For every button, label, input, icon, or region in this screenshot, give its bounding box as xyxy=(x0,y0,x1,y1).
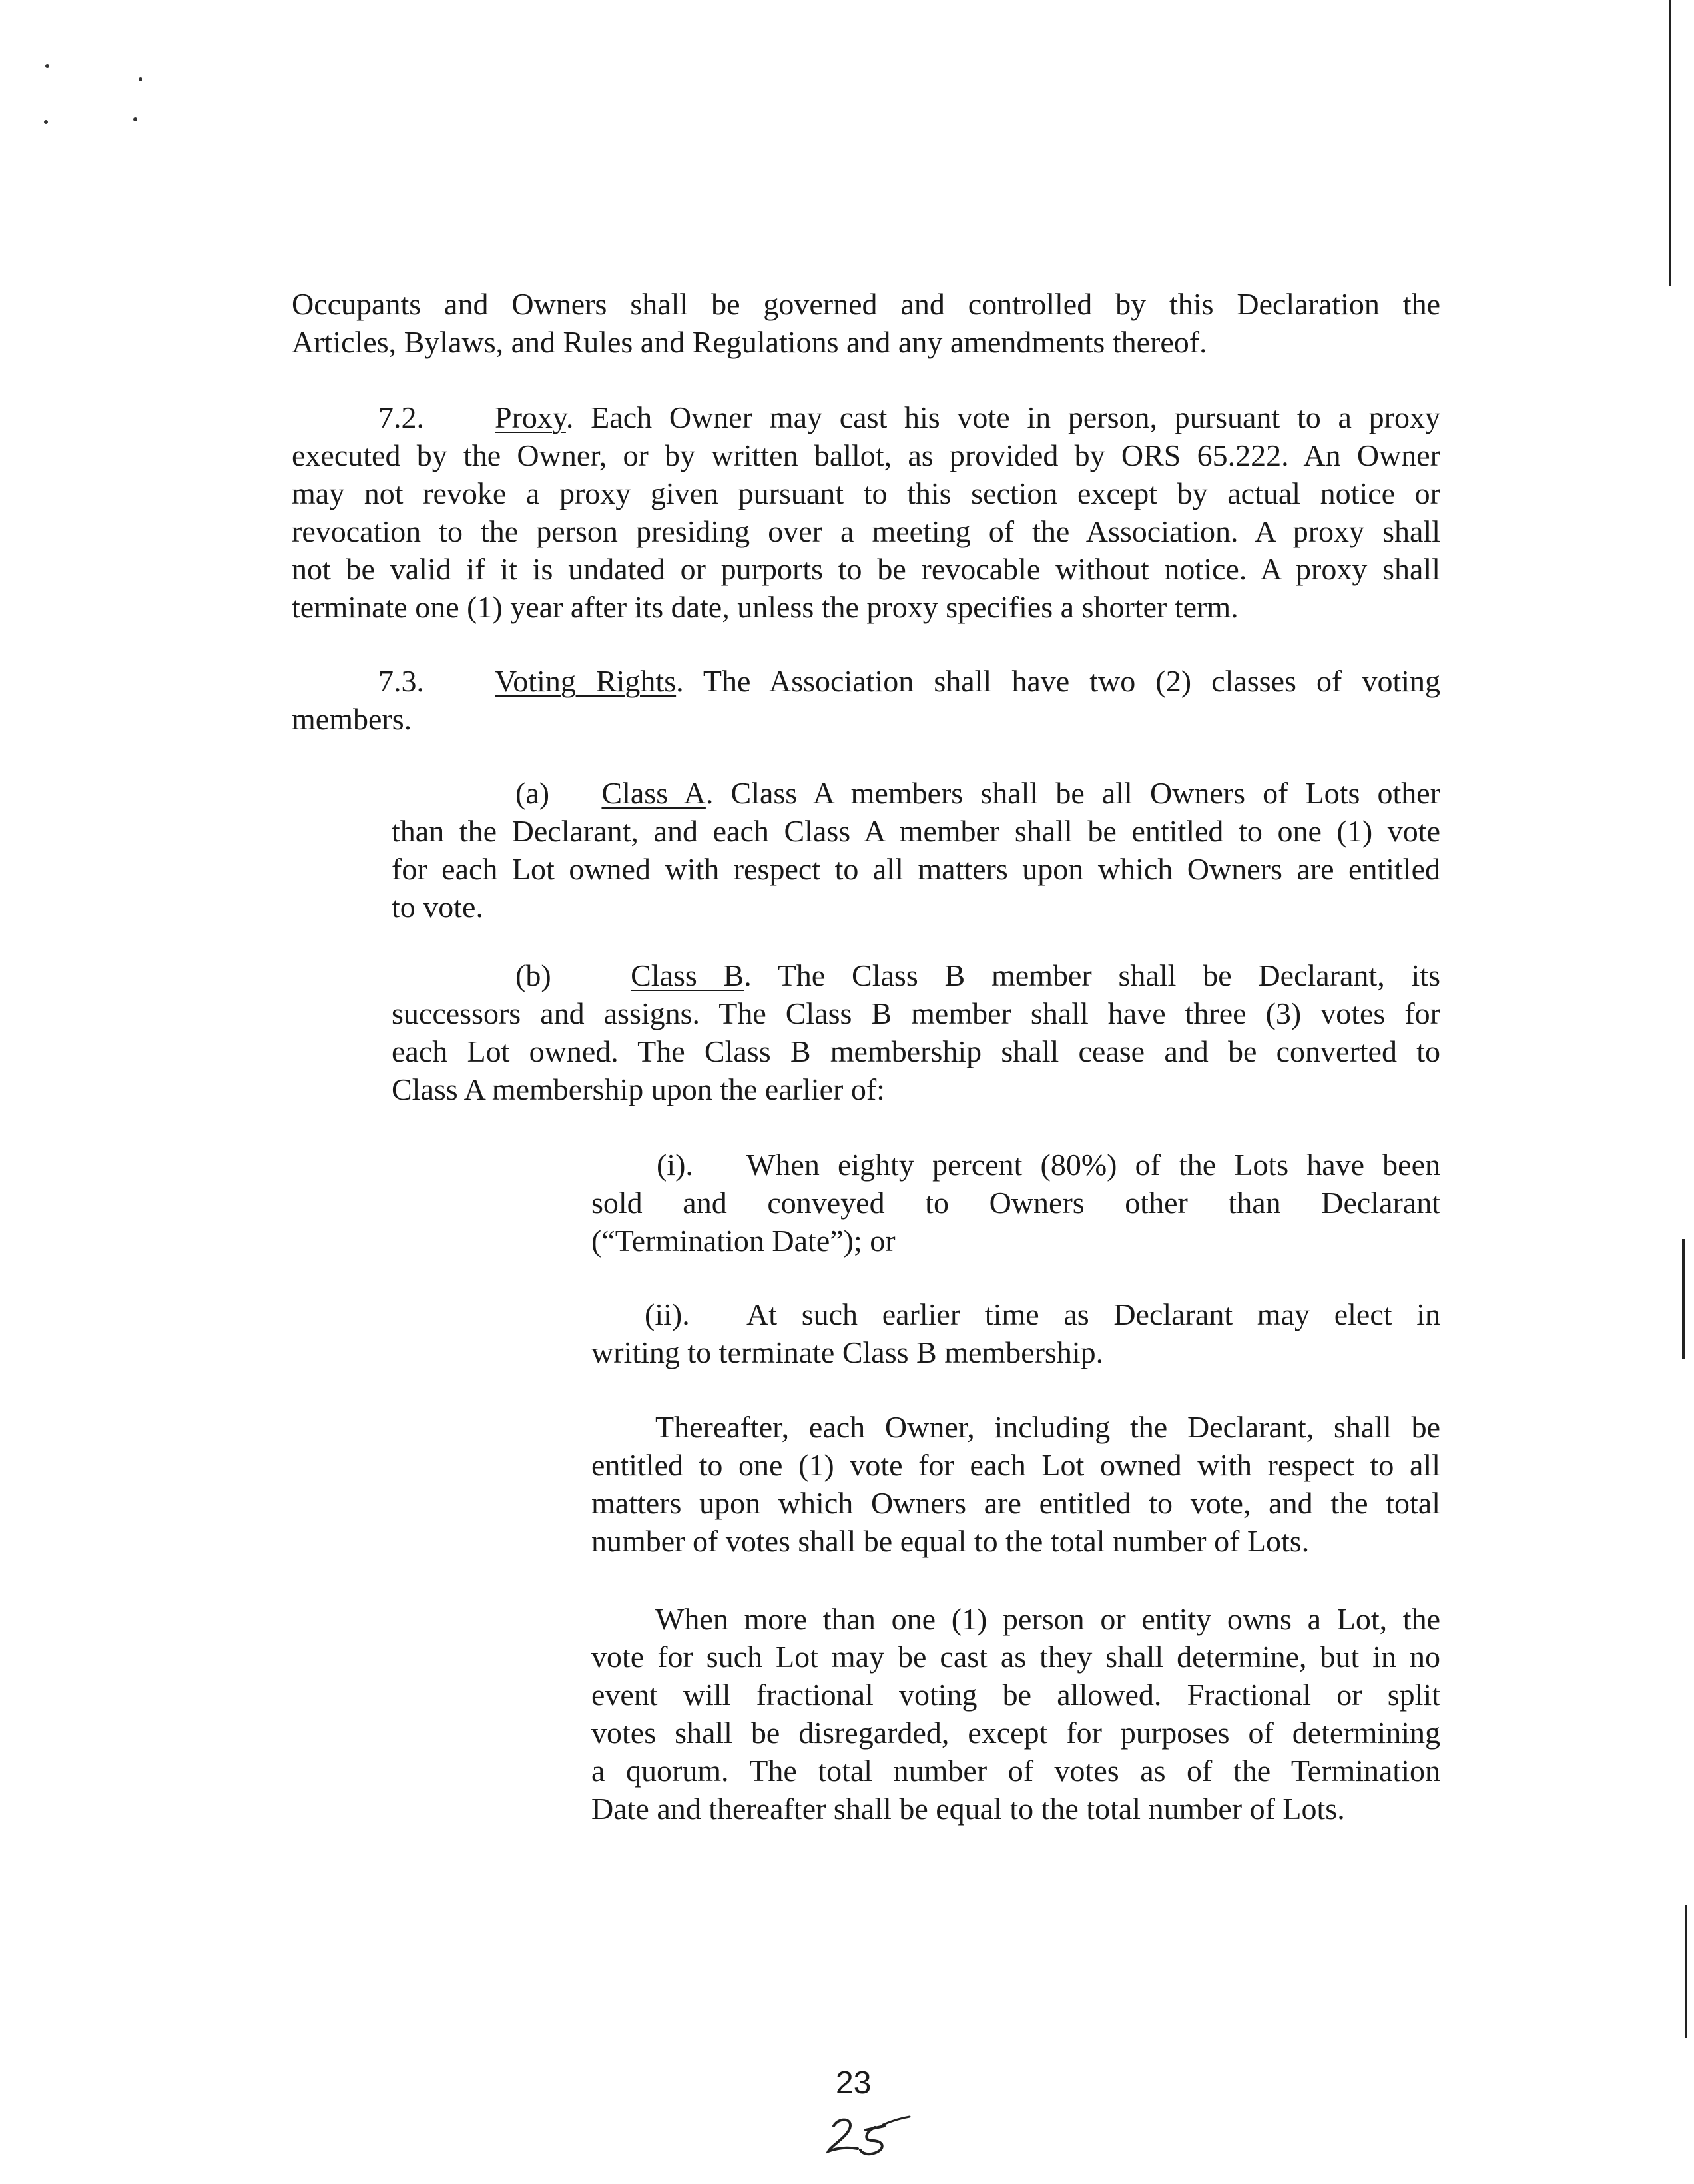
class-heading: Class A xyxy=(601,776,706,810)
text-line: successors and assigns. The Class B member shall have three (3) votes for xyxy=(392,996,1440,1030)
text-line: to vote. xyxy=(392,890,483,924)
class-label: (b) xyxy=(515,958,551,992)
section-first-line xyxy=(292,398,1440,436)
section-number: 7.2. xyxy=(378,400,424,434)
section-number: 7.3. xyxy=(378,664,424,698)
text-line: sold and conveyed to Owners other than Declarant xyxy=(591,1186,1440,1220)
class-a-paragraph xyxy=(392,774,1440,926)
scan-speck xyxy=(139,77,142,81)
text-line: writing to terminate Class B membership. xyxy=(591,1335,1104,1369)
text-line: revocation to the person presiding over a meeting of the Association. A proxy shall xyxy=(292,514,1440,548)
thereafter-paragraph xyxy=(591,1408,1440,1560)
item-i-paragraph xyxy=(591,1146,1440,1260)
class-heading: Class B xyxy=(631,958,744,992)
text-fragment: . Class A members shall be all Owners of Lots other xyxy=(705,776,1440,810)
text-line: event will fractional voting be allowed. Fractional or split xyxy=(591,1678,1440,1712)
section-heading: Proxy xyxy=(495,400,566,434)
handwritten-page-number xyxy=(819,2105,912,2158)
text-line: a quorum. The total number of votes as of the Termination xyxy=(591,1754,1440,1788)
page-number: 23 xyxy=(836,2065,872,2101)
text-line: executed by the Owner, or by written ballot, as provided by ORS 65.222. An Owner xyxy=(292,438,1440,472)
scan-speck xyxy=(44,120,48,124)
text-line: terminate one (1) year after its date, unless the proxy specifies a shorter term. xyxy=(292,590,1239,624)
text-line: Articles, Bylaws, and Rules and Regulations and any amendments thereof. xyxy=(292,325,1207,359)
section-first-line xyxy=(292,662,1440,700)
text-line: entitled to one (1) vote for each Lot owned with respect to all xyxy=(591,1448,1440,1482)
scan-speck xyxy=(45,64,49,68)
text-fragment: . Each Owner may cast his vote in person, pursuant to a proxy xyxy=(565,400,1440,434)
class-b-paragraph xyxy=(392,956,1440,1108)
text-line: vote for such Lot may be cast as they shall determine, but in no xyxy=(591,1640,1440,1674)
intro-paragraph xyxy=(292,285,1440,361)
text-fragment: . The Association shall have two (2) classes of voting xyxy=(676,664,1441,698)
section-7-2 xyxy=(292,398,1440,626)
scan-speck xyxy=(133,117,137,121)
text-line: When more than one (1) person or entity owns a Lot, the xyxy=(655,1602,1440,1636)
text-line: members. xyxy=(292,702,412,736)
item-first-line xyxy=(591,1295,1440,1333)
text-fragment: . The Class B member shall be Declarant, its xyxy=(744,958,1440,992)
when-more-paragraph xyxy=(591,1600,1440,1828)
text-line: number of votes shall be equal to the total number of Lots. xyxy=(591,1524,1310,1558)
item-first-line xyxy=(591,1146,1440,1184)
item-label: (i). xyxy=(657,1148,693,1182)
text-line: Class A membership upon the earlier of: xyxy=(392,1072,885,1106)
text-line: Date and thereafter shall be equal to the total number of Lots. xyxy=(591,1792,1345,1826)
item-ii-paragraph xyxy=(591,1295,1440,1371)
class-label: (a) xyxy=(515,776,550,810)
text-line: may not revoke a proxy given pursuant to this section except by actual notice or xyxy=(292,476,1440,510)
section-heading: Voting Rights xyxy=(495,664,677,698)
text-line: for each Lot owned with respect to all matters upon which Owners are entitled xyxy=(392,852,1440,886)
item-label: (ii). xyxy=(645,1297,690,1331)
class-first-line xyxy=(392,774,1440,812)
text-line: Occupants and Owners shall be governed and controlled by this Declaration the xyxy=(292,287,1440,321)
section-7-3 xyxy=(292,662,1440,738)
scan-edge-line xyxy=(1682,1239,1685,1359)
text-fragment: At such earlier time as Declarant may elect in xyxy=(746,1297,1440,1331)
scan-edge-line xyxy=(1669,0,1671,286)
scan-edge-line xyxy=(1685,1905,1687,2038)
text-line: Thereafter, each Owner, including the Declarant, shall be xyxy=(655,1410,1440,1444)
text-line: votes shall be disregarded, except for purposes of determining xyxy=(591,1716,1440,1750)
text-line: (“Termination Date”); or xyxy=(591,1224,896,1258)
text-line: not be valid if it is undated or purports to be revocable without notice. A proxy shall xyxy=(292,552,1440,586)
text-line: each Lot owned. The Class B membership shall cease and be converted to xyxy=(392,1034,1440,1068)
text-line: matters upon which Owners are entitled to vote, and the total xyxy=(591,1486,1440,1520)
text-line: than the Declarant, and each Class A member shall be entitled to one (1) vote xyxy=(392,814,1440,848)
class-first-line xyxy=(392,956,1440,994)
text-fragment: When eighty percent (80%) of the Lots have been xyxy=(746,1148,1440,1182)
